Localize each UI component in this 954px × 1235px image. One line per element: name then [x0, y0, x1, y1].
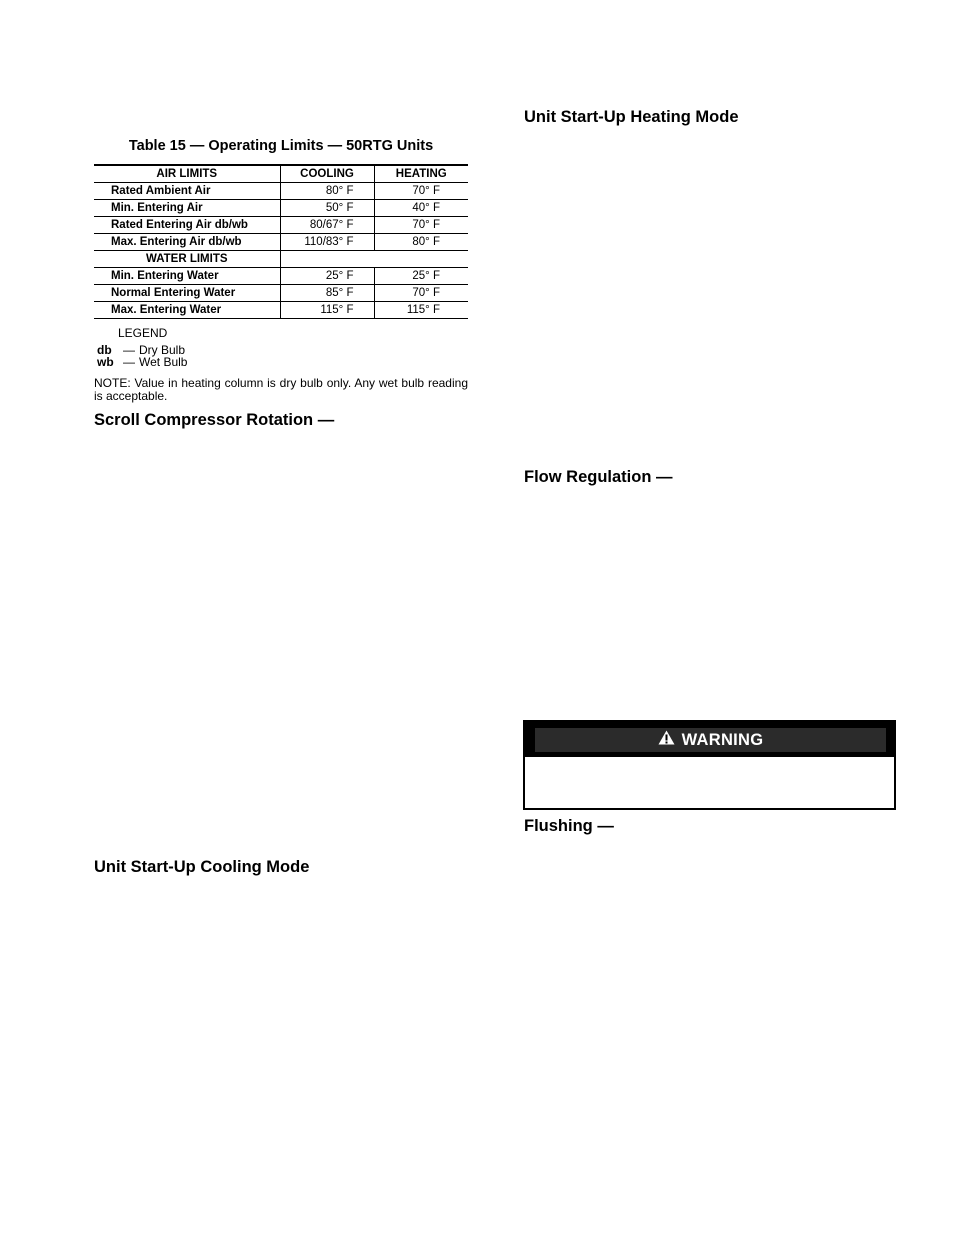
row-label: Max. Entering Water: [94, 302, 280, 319]
heating-value: 70° F: [374, 183, 468, 200]
table-row: [94, 302, 468, 319]
cooling-value: 25° F: [280, 268, 374, 285]
warning-bar: [525, 722, 894, 757]
warning-triangle-icon: [658, 730, 675, 750]
heating-value: 70° F: [374, 217, 468, 234]
legend-item-wb: [97, 355, 187, 369]
heading-flushing: Flushing —: [524, 817, 614, 835]
header-heating: HEATING: [374, 165, 468, 183]
heading-flow-regulation: Flow Regulation —: [524, 468, 673, 486]
warning-label-area: [535, 728, 886, 752]
cooling-value: 80/67° F: [280, 217, 374, 234]
row-label: Rated Ambient Air: [94, 183, 280, 200]
warning-box: [523, 720, 896, 810]
table-title: Table 15 — Operating Limits — 50RTG Units: [128, 138, 434, 154]
table-note: NOTE: Value in heating column is dry bulb only. Any wet bulb reading is acceptable.: [94, 376, 468, 403]
table-row: [94, 234, 468, 251]
row-label: Rated Entering Air db/wb: [94, 217, 280, 234]
heading-heating-mode: Unit Start-Up Heating Mode: [524, 108, 739, 126]
cooling-value: 115° F: [280, 302, 374, 319]
legend-dash: —: [123, 355, 135, 369]
heating-value: 70° F: [374, 285, 468, 302]
header-cooling: COOLING: [280, 165, 374, 183]
legend-meaning: Wet Bulb: [139, 355, 188, 369]
row-label: Min. Entering Water: [94, 268, 280, 285]
legend-title: LEGEND: [118, 326, 168, 340]
row-label: Max. Entering Air db/wb: [94, 234, 280, 251]
legend-dash: —: [123, 343, 135, 357]
table-row: [94, 285, 468, 302]
table-row: [94, 183, 468, 200]
cooling-value: 85° F: [280, 285, 374, 302]
table-row: [94, 268, 468, 285]
heating-value: 25° F: [374, 268, 468, 285]
heading-scroll-rotation: Scroll Compressor Rotation —: [94, 411, 335, 429]
table-row: [94, 217, 468, 234]
header-air-limits: AIR LIMITS: [94, 165, 280, 183]
legend-abbr: db: [97, 343, 112, 357]
water-limits-header-row: [94, 251, 468, 268]
legend-abbr: wb: [97, 355, 114, 369]
heading-cooling-mode: Unit Start-Up Cooling Mode: [94, 858, 310, 876]
water-limits-header: WATER LIMITS: [94, 251, 280, 268]
cooling-value: 110/83° F: [280, 234, 374, 251]
heating-value: 115° F: [374, 302, 468, 319]
empty-cell: [280, 251, 468, 268]
warning-label: WARNING: [681, 730, 764, 749]
legend-meaning: Dry Bulb: [139, 343, 186, 357]
operating-limits-table: [94, 164, 468, 319]
table-header-row: [94, 165, 468, 183]
heating-value: 80° F: [374, 234, 468, 251]
row-label: Normal Entering Water: [94, 285, 280, 302]
heating-value: 40° F: [374, 200, 468, 217]
cooling-value: 50° F: [280, 200, 374, 217]
row-label: Min. Entering Air: [94, 200, 280, 217]
cooling-value: 80° F: [280, 183, 374, 200]
table-row: [94, 200, 468, 217]
